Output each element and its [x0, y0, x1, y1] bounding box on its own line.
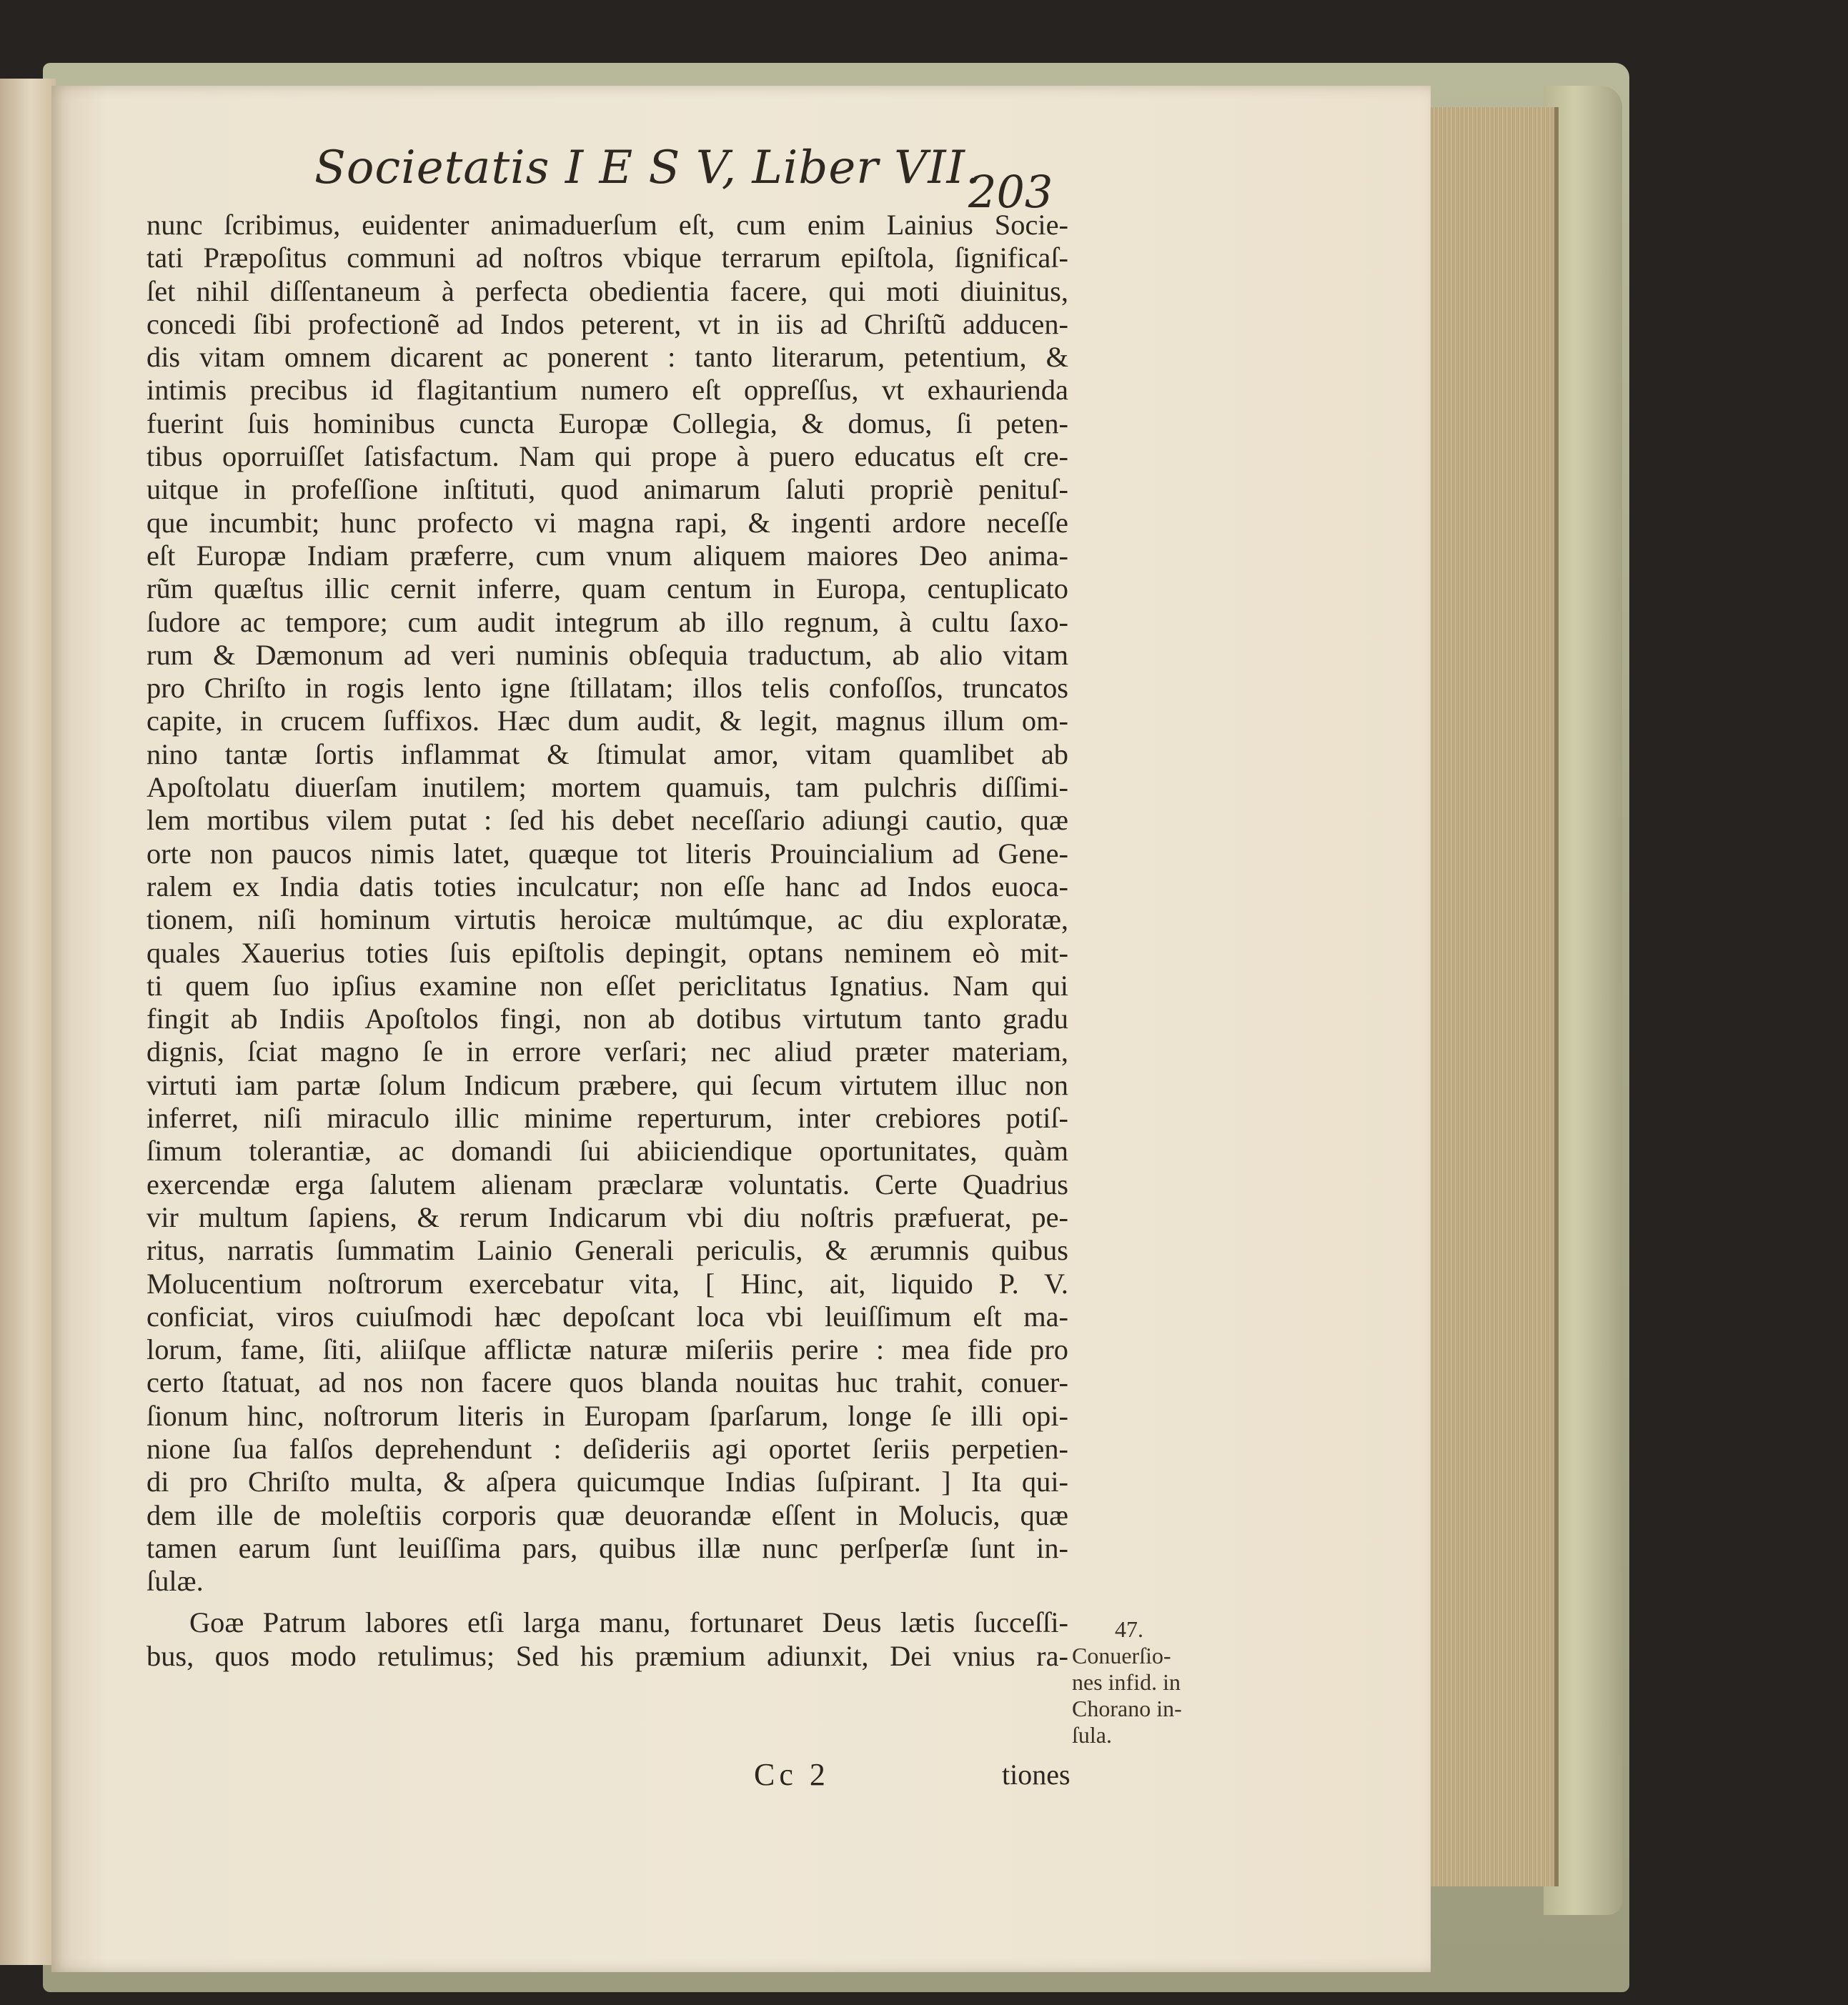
text-line: rum & Dæmonum ad veri numinis obſequia traductum, ab alio vitam — [146, 638, 1068, 671]
text-line: dignis, ſciat magno ſe in errore verſari; nec aliud præter materiam, — [146, 1035, 1068, 1068]
margin-note-line: nes infid. in — [1072, 1669, 1181, 1695]
text-line: orte non paucos nimis latet, quæque tot literis Prouincialium ad Gene- — [146, 837, 1068, 870]
text-line: ſimum tolerantiæ, ac domandi ſui abiiciendique oportunitates, quàm — [146, 1135, 1068, 1168]
text-line: lem mortibus vilem putat : ſed his debet neceſſario adiungi cautio, quæ — [146, 804, 1068, 837]
left-page-edge — [0, 79, 56, 1965]
text-line: ſet nihil diſſentaneum à perfecta obedientia facere, qui moti diuinitus, — [146, 274, 1068, 307]
text-line: uitque in profeſſione inſtituti, quod animarum ſaluti propriè penituſ- — [146, 473, 1068, 506]
text-line: lorum, fame, ſiti, aliiſque afflictæ naturæ miſeriis perire : mea fide pro — [146, 1333, 1068, 1366]
body-text — [146, 209, 1068, 1673]
text-line: fuerint ſuis hominibus cuncta Europæ Collegia, & domus, ſi peten- — [146, 407, 1068, 439]
text-line: nino tantæ ſortis inflammat & ſtimulat amor, vitam quamlibet ab — [146, 737, 1068, 770]
text-line: tionem, niſi hominum virtutis heroicæ multúmque, ac diu exploratæ, — [146, 903, 1068, 936]
margin-note-line: Chorano in- — [1072, 1696, 1182, 1721]
text-line: capite, in crucem ſuffixos. Hæc dum audit, & legit, magnus illum om- — [146, 705, 1068, 737]
text-line: virtuti iam partæ ſolum Indicum præbere, qui ſecum virtutem illuc non — [146, 1068, 1068, 1101]
text-line: exercendæ erga ſalutem alienam præclaræ voluntatis. Certe Quadrius — [146, 1168, 1068, 1200]
text-line: ritus, narratis ſummatim Lainio Generali periculis, & ærumnis quibus — [146, 1234, 1068, 1267]
text-line: concedi ſibi profectionẽ ad Indos peterent, vt in iis ad Chriſtũ adducen- — [146, 307, 1068, 340]
text-line: Goæ Patrum labores etſi larga manu, fortunaret Deus lætis ſucceſſi- — [189, 1606, 1068, 1639]
running-title: Societatis I E S V, Liber VII. — [314, 141, 981, 194]
text-line: nunc ſcribimus, euidenter animaduerſum eſt, cum enim Lainius Socie- — [146, 209, 1068, 241]
text-line: tamen earum ſunt leuiſſima pars, quibus illæ nunc perſperſæ ſunt in- — [146, 1531, 1068, 1564]
text-line: rũm quæſtus illic cernit inferre, quam centum in Europa, centuplicato — [146, 572, 1068, 605]
text-line: ſionum hinc, noſtrorum literis in Europam ſparſarum, longe ſe illi opi- — [146, 1399, 1068, 1432]
text-line: vir multum ſapiens, & rerum Indicarum vbi diu noſtris præfuerat, pe- — [146, 1200, 1068, 1233]
margin-note-line: ſula. — [1072, 1722, 1112, 1748]
margin-note-number: 47. — [1115, 1616, 1143, 1642]
margin-note — [1072, 1616, 1236, 1748]
text-line: dis vitam omnem dicarent ac ponerent : tanto literarum, petentium, & — [146, 341, 1068, 374]
text-line: intimis precibus id flagitantium numero eſt oppreſſus, vt exhaurienda — [146, 374, 1068, 407]
text-line: tibus oporruiſſet ſatisfactum. Nam qui prope à puero educatus eſt cre- — [146, 440, 1068, 473]
text-line: eſt Europæ Indiam præferre, cum vnum aliquem maiores Deo anima- — [146, 539, 1068, 572]
text-line: conficiat, viros cuiuſmodi hæc depoſcant loca vbi leuiſſimum eſt ma- — [146, 1300, 1068, 1333]
text-line: ti quem ſuo ipſius examine non eſſet periclitatus Ignatius. Nam qui — [146, 969, 1068, 1002]
text-line: quales Xauerius toties ſuis epiſtolis depingit, optans neminem eò mit- — [146, 936, 1068, 969]
text-line: Molucentium noſtrorum exercebatur vita, [ Hinc, ait, liquido P. V. — [146, 1267, 1068, 1300]
text-line: ralem ex India datis toties inculcatur; non eſſe hanc ad Indos euoca- — [146, 870, 1068, 902]
page-fore-edge — [1419, 107, 1559, 1886]
margin-note-line: Conuerſio- — [1072, 1643, 1171, 1668]
text-line: dem ille de moleſtiis corporis quæ deuorandæ eſſent in Molucis, quæ — [146, 1498, 1068, 1531]
text-line: Apoſtolatu diuerſam inutilem; mortem quamuis, tam pulchris diſſimi- — [146, 771, 1068, 804]
text-line: nione ſua falſos deprehendunt : deſideriis agi oportet ſeriis perpetien- — [146, 1432, 1068, 1465]
text-line: certo ſtatuat, ad nos non facere quos blanda nouitas huc trahit, conuer- — [146, 1366, 1068, 1399]
text-line: inferret, niſi miraculo illic minime reperturum, inter crebiores potiſ- — [146, 1102, 1068, 1135]
text-line: fingit ab Indiis Apoſtolos fingi, non ab dotibus virtutum tanto gradu — [146, 1002, 1068, 1035]
text-line: ſulæ. — [146, 1565, 204, 1598]
text-line: que incumbit; hunc profecto vi magna rapi, & ingenti ardore neceſſe — [146, 506, 1068, 539]
text-line: ſudore ac tempore; cum audit integrum ab illo regnum, à cultu ſaxo- — [146, 605, 1068, 638]
text-line: di pro Chriſto multa, & aſpera quicumque Indias ſuſpirant. ] Ita qui- — [146, 1466, 1068, 1498]
page-number: 203 — [968, 166, 1053, 218]
catchword: tiones — [1002, 1758, 1070, 1791]
text-line: bus, quos modo retulimus; Sed his præmium adiunxit, Dei vnius ra- — [146, 1639, 1068, 1672]
text-line: tati Præpoſitus communi ad noſtros vbique terrarum epiſtola, ſignificaſ- — [146, 242, 1068, 274]
text-line: pro Chriſto in rogis lento igne ſtillatam; illos telis confoſſos, truncatos — [146, 672, 1068, 705]
signature-mark: Cc 2 — [754, 1757, 830, 1792]
